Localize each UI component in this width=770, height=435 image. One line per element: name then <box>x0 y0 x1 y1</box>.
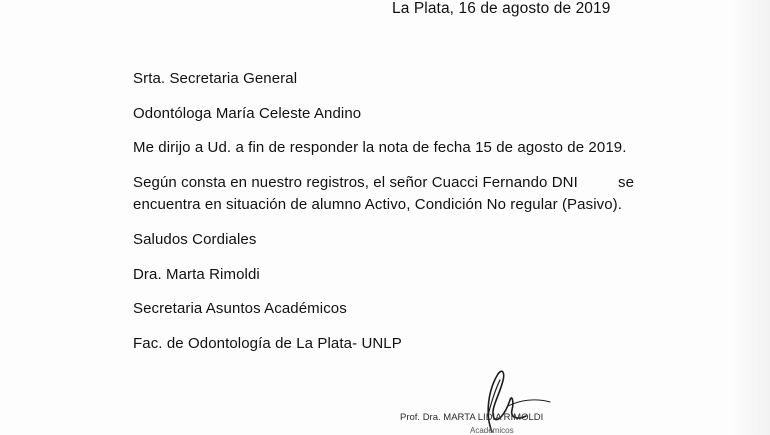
page-edge-shadow <box>730 0 770 435</box>
signer-name: Dra. Marta Rimoldi <box>133 266 260 283</box>
signer-role: Secretaria Asuntos Académicos <box>133 300 347 317</box>
stamp-line-2: Académicos <box>470 426 514 435</box>
recipient-title: Srta. Secretaria General <box>133 70 298 87</box>
closing-line: Saludos Cordiales <box>133 231 257 248</box>
letter-date: La Plata, 16 de agosto de 2019 <box>392 0 611 17</box>
body-paragraph-2-suffix: se <box>618 174 635 191</box>
handwritten-signature <box>430 360 570 435</box>
stamp-line-1: Prof. Dra. MARTA LIDIA RIMOLDI <box>400 412 544 423</box>
recipient-name: Odontóloga María Celeste Andino <box>133 105 362 122</box>
body-paragraph-2-line-2: encuentra en situación de alumno Activo, Condición No regular (Pasivo). <box>133 196 623 213</box>
body-paragraph-1: Me dirijo a Ud. a fin de responder la nota de fecha 15 de agosto de 2019. <box>133 139 627 156</box>
body-paragraph-2-line-1: Según consta en nuestro registros, el señor Cuacci Fernando DNI <box>133 174 578 191</box>
signer-institution: Fac. de Odontología de La Plata- UNLP <box>133 335 402 352</box>
